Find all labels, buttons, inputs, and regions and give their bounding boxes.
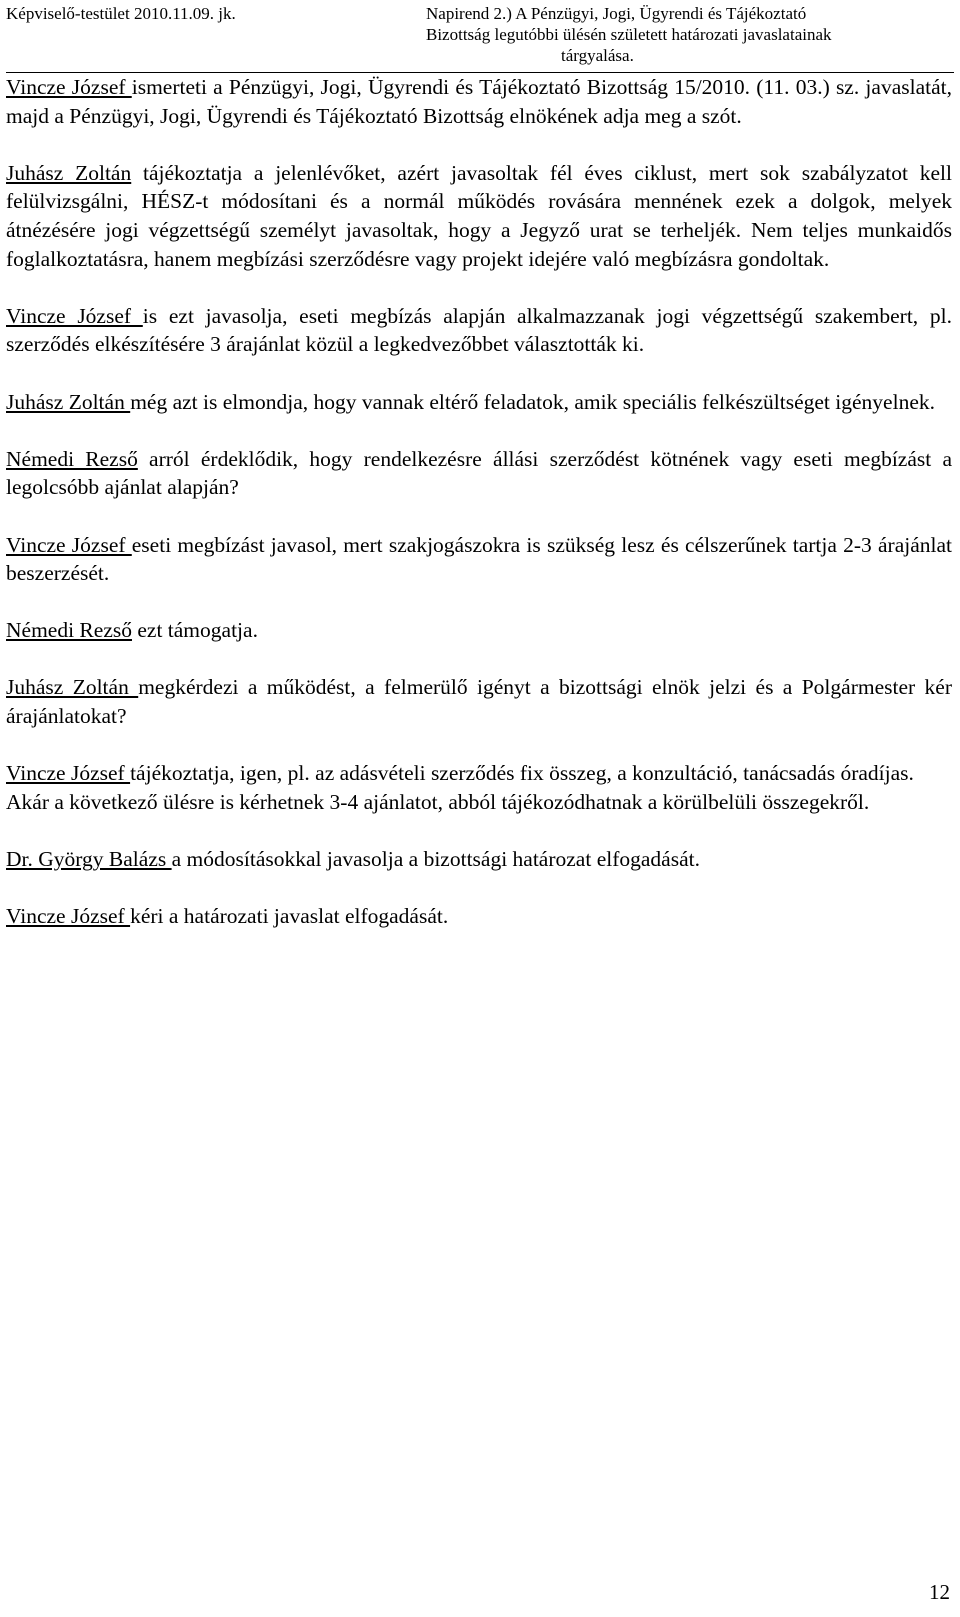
- speaker-name: Némedi Rezső: [6, 618, 132, 643]
- paragraph: [6, 159, 952, 273]
- header-right-line-1: Napirend 2.) A Pénzügyi, Jogi, Ügyrendi és Tájékoztató: [426, 4, 807, 23]
- speaker-name: Vincze József: [6, 532, 132, 557]
- paragraph-text: tájékoztatja, igen, pl. az adásvételi szerződés fix összeg, a konzultáció, tanácsadás óradíjas.: [130, 761, 914, 786]
- paragraph: [6, 673, 952, 730]
- speaker-name: Vincze József: [6, 75, 132, 99]
- header-right-line-2: Bizottság legutóbbi ülésén született határozati javaslatainak: [426, 25, 832, 44]
- paragraph-text: megkérdezi a működést, a felmerülő igényt a bizottsági elnök jelzi és a Polgármester kér árajánlatokat?: [6, 675, 952, 729]
- paragraph-text: kéri a határozati javaslat elfogadását.: [130, 904, 449, 929]
- paragraph: [6, 788, 952, 817]
- speaker-name: Dr. György Balázs: [6, 847, 172, 872]
- paragraph: [6, 845, 952, 874]
- paragraph-text: tájékoztatja a jelenlévőket, azért javasoltak fél éves ciklust, mert sok szabályzatot kell felülvizsgálni, HÉSZ-t módosítani és a normál működés rovására mennének ezek a dolgok, melyek átnézésére jogi végzettségű személyt javasoltak, hogy a Jegyző urat se terheljék. Nem teljes munkaidős foglalkoztatásra, hanem megbízási szerződésre vagy projekt idejére való megbízásra gondoltak.: [6, 160, 952, 271]
- paragraph-text: ismerteti a Pénzügyi, Jogi, Ügyrendi és Tájékoztató Bizottság 15/2010. (11. 03.) sz. javaslatát, majd a Pénzügyi, Jogi, Ügyrendi és Tájékoztató Bizottság elnökének adja meg a szót.: [6, 75, 952, 128]
- paragraph-text: ezt támogatja.: [131, 618, 258, 643]
- page-header: [6, 0, 954, 73]
- header-right-title: [426, 3, 946, 66]
- header-left-title: Képviselő-testület 2010.11.09. jk.: [6, 4, 236, 23]
- paragraph: [6, 531, 952, 588]
- paragraph-text: is ezt javasolja, eseti megbízás alapján alkalmazzanak jogi végzettségű szakembert, pl. szerződés elkészítésére 3 árajánlat közül a legkedvezőbbet választották ki.: [6, 303, 953, 357]
- paragraph: [6, 445, 952, 502]
- paragraph-text: eseti megbízást javasol, mert szakjogászokra is szükség lesz és célszerűnek tartja 2-3 árajánlat beszerzését.: [6, 532, 952, 586]
- paragraph: [6, 616, 952, 645]
- paragraph: [6, 73, 952, 130]
- paragraph-text: a módosításokkal javasolja a bizottsági határozat elfogadását.: [171, 847, 700, 872]
- paragraph: [6, 902, 952, 931]
- speaker-name: Juhász Zoltán: [6, 389, 131, 414]
- paragraph: [6, 759, 952, 788]
- speaker-name: Vincze József: [6, 761, 131, 786]
- speaker-name: Némedi Rezső: [6, 446, 138, 471]
- speaker-name: Juhász Zoltán: [6, 675, 139, 700]
- paragraph-text: még azt is elmondja, hogy vannak eltérő feladatok, amik speciális felkészültséget igényelnek.: [130, 389, 935, 414]
- speaker-name: Juhász Zoltán: [6, 160, 132, 185]
- paragraph-text: arról érdeklődik, hogy rendelkezésre állási szerződést kötnének vagy eseti megbízást a legolcsóbb ajánlat alapján?: [6, 446, 952, 500]
- speaker-name: Vincze József: [6, 303, 143, 328]
- header-right-line-3: tárgyalása.: [561, 46, 634, 65]
- speaker-name: Vincze József: [6, 904, 131, 929]
- paragraph: [6, 302, 952, 359]
- document-body: [6, 73, 952, 959]
- paragraph: [6, 388, 952, 417]
- page-number: 12: [929, 1580, 950, 1604]
- paragraph-text: Akár a következő ülésre is kérhetnek 3-4 ajánlatot, abból tájékozódhatnak a körülbelüli összegekről.: [6, 789, 870, 814]
